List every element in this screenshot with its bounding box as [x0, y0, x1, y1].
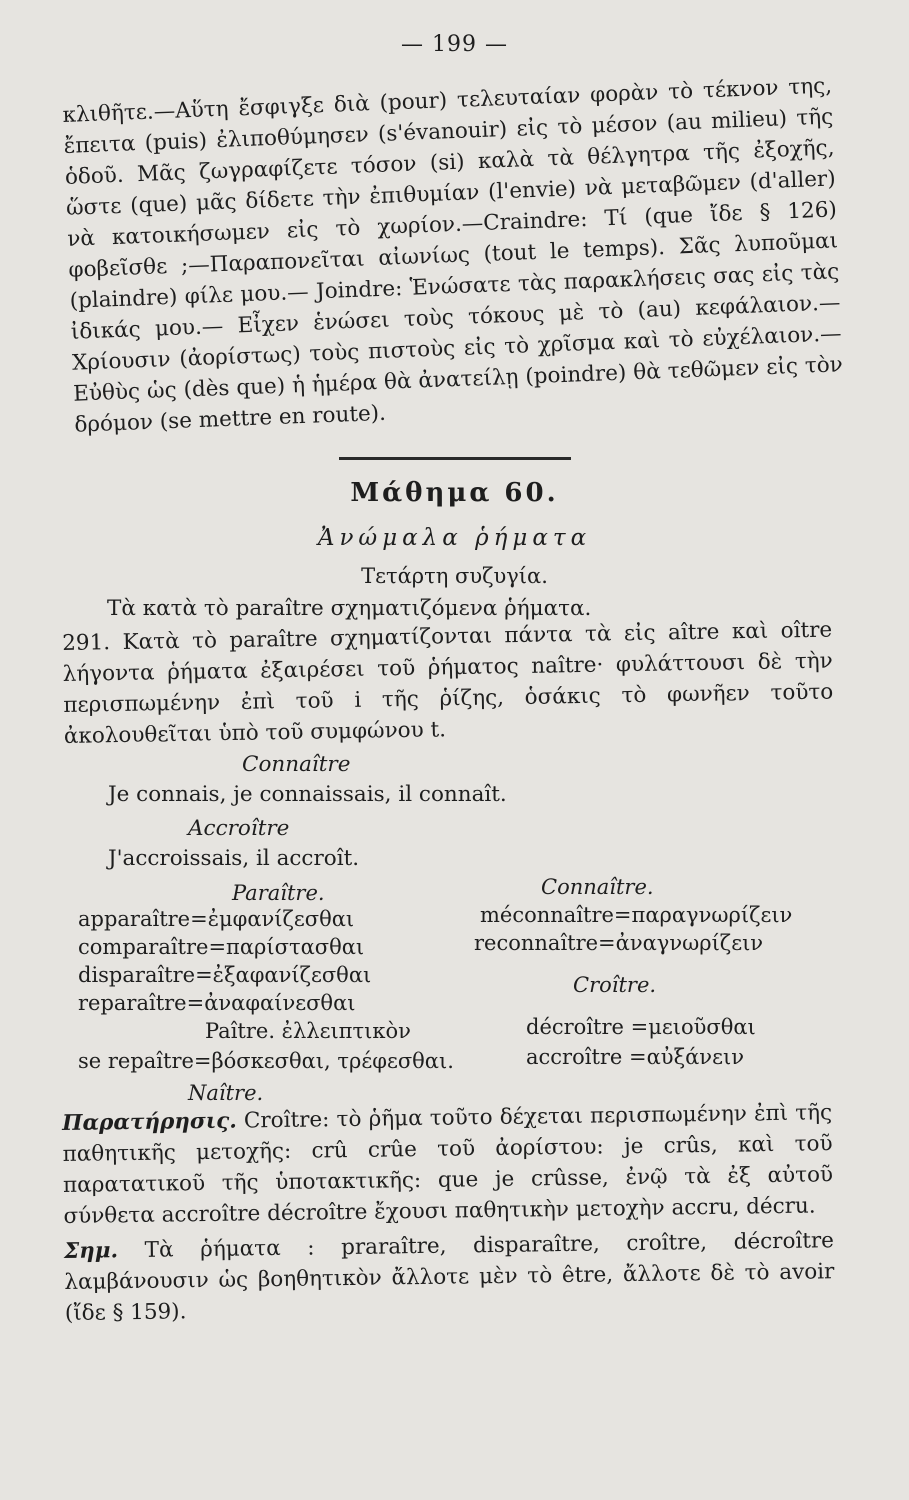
observation-label: Παρατήρησις. — [62, 1108, 237, 1136]
remark-label: Σημ. — [63, 1238, 119, 1264]
notes-block — [62, 1097, 835, 1329]
connaitre-heading: Connaître — [242, 752, 351, 777]
paraitre-heading: Paraître. — [232, 881, 325, 905]
rule-291: 291. Κατὰ τὸ paraître σχηματίζονται πάντα τὰ εἰς aître καὶ oître λήγοντα ῥήματα ἐξαιρέσει τοῦ ῥήματος naître· φυλάττουσι δὲ τὴν περισπωμένην ἐπὶ τοῦ i τῆς ῥίζης, ὁσάκις τὸ φωνῆεν τοῦτο ἀκολουθεῖται ὑπὸ τοῦ συμφώνου t. — [62, 617, 834, 749]
left-line-5: se repaître=βόσκεσθαι, τρέφεσθαι. — [78, 1049, 454, 1073]
right-line-3: décroître =μειοῦσθαι — [526, 1015, 756, 1039]
left-line-4: reparaître=ἀναφαίνεσθαι — [78, 991, 356, 1015]
right-line-1: méconnaître=παραγνωρίζειν — [480, 903, 793, 927]
naitre-heading: Naître. — [188, 1081, 264, 1105]
paragraph-exercise: κλιθῆτε.—Αὕτη ἔσφιγξε διὰ (pour) τελευταίαν φορὰν τὸ τέκνον της, ἔπειτα (puis) ἐλιποθύμησεν (s'évanouir) εἰς τὸ μέσον (au milieu) τῆς ὁδοῦ. Μᾶς ζωγραφίζετε τόσον (si) καλὰ τὰ θέλγητρα τῆς ἐξοχῆς, ὥστε (que) μᾶς δίδετε τὴν ἐπιθυμίαν (l'envie) νὰ μεταβῶμεν (d'aller) νὰ κατοικήσωμεν εἰς τὸ χωρίον.—Craindre: Τί (que ἴδε § 126) φοβεῖσθε ;—Παραπονεῖται αἰωνίως (tout le temps). Σᾶς λυποῦμαι (plaindre) φίλε μου.— Joindre: Ἑνώσατε τὰς παρακλήσεις σας εἰς τὰς ἰδικάς μου.— Εἶχεν ἑνώσει τοὺς τόκους μὲ τὸ (au) κεφάλαιον.—Χρίουσιν (ἀορίστως) τοὺς πιστοὺς εἰς τὸ χρῖσμα καὶ τὸ εὐχέλαιον.—Εὐθὺς ὡς (dès que) ἡ ἡμέρα θὰ ἀνατείλῃ (poindre) θὰ τεθῶμεν εἰς τὸν δρόμον (se mettre en route). — [62, 73, 844, 438]
connaitre-example: Je connais, je connaissais, il connaît. — [108, 782, 507, 807]
left-line-1: apparaître=ἐμφανίζεσθαι — [78, 907, 355, 931]
connaitre-column-heading: Connaître. — [541, 875, 654, 899]
section-divider — [339, 457, 571, 460]
paitre-heading: Paître. ἐλλειπτικὸν — [205, 1019, 411, 1043]
remark — [64, 1225, 835, 1329]
right-line-2: reconnaître=ἀναγνωρίζειν — [474, 931, 764, 955]
observation-text: Croître: τὸ ῥῆμα τοῦτο δέχεται περισπωμένην ἐπὶ τῆς παθητικῆς μετοχῆς: crû crûe τοῦ ἀορίστου: je crûs, καὶ τοῦ παρατατικοῦ τῆς ὑποτακτικῆς: que je crûsse, ἐνῷ τὰ ἐξ αὐτοῦ σύνθετα accroître décroître ἔχουσι παθητικὴν μετοχὴν accru, décru. — [62, 1100, 834, 1229]
lesson-title: Μάθημα 60. — [350, 478, 559, 508]
page-number: — 199 — — [401, 32, 508, 57]
croitre-heading: Croître. — [573, 973, 657, 997]
remark-text: Τὰ ῥήματα : praraître, disparaître, croître, décroître λαμβάνουσιν ὡς βοηθητικὸν ἄλλοτε μὲν τὸ être, ἄλλοτε δὲ τὸ avoir (ἴδε § 159). — [64, 1228, 835, 1326]
observation — [62, 1097, 834, 1232]
right-line-4: accroître =αὐξάνειν — [526, 1045, 744, 1069]
intro-line: Τὰ κατὰ τὸ paraître σχηματιζόμενα ῥήματα. — [107, 596, 592, 621]
left-line-3: disparaître=ἐξαφανίζεσθαι — [78, 963, 372, 987]
conjugation-heading: Τετάρτη συζυγία. — [361, 564, 548, 588]
accroitre-heading: Accroître — [188, 816, 290, 841]
left-line-2: comparaître=παρίστασθαι — [78, 935, 365, 959]
section-title: Ἀνώμαλα ῥήματα — [317, 525, 592, 551]
accroitre-example: J'accroissais, il accroît. — [108, 846, 360, 871]
